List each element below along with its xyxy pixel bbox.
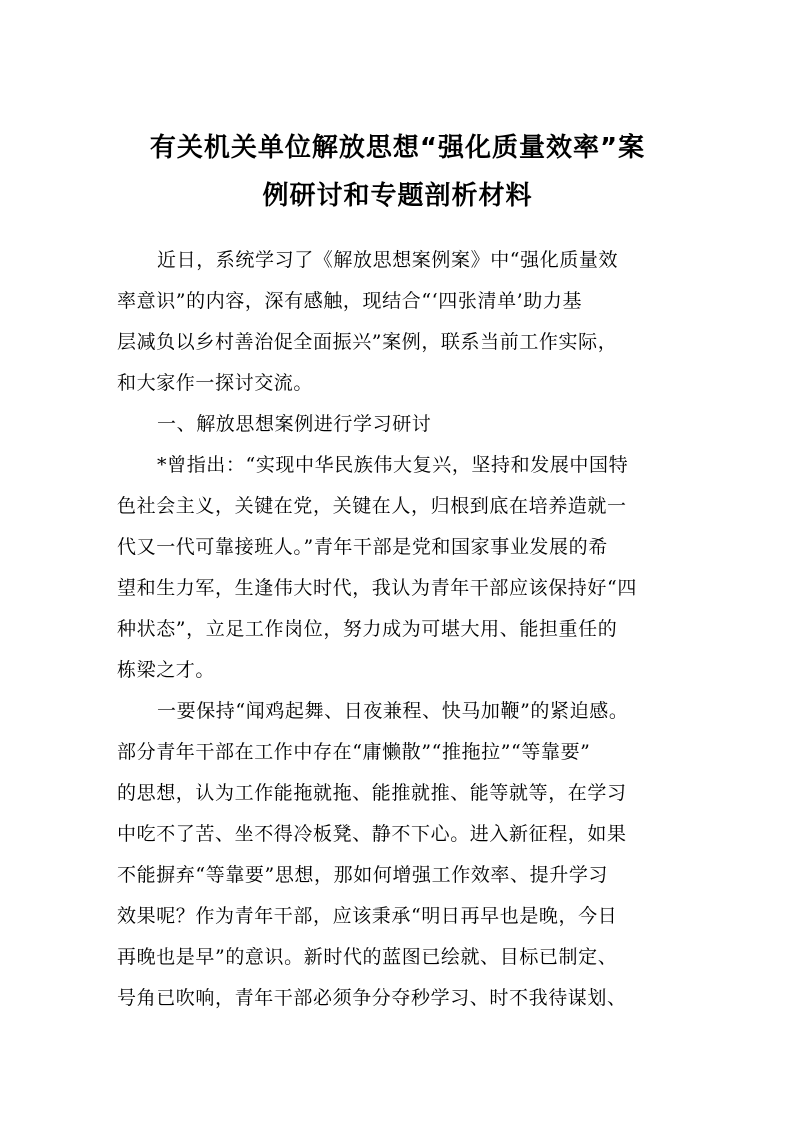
document-body <box>117 240 678 1019</box>
paragraph-3-line: 号角已吹响，青年干部必须争分夺秒学习、时不我待谋划、 <box>117 987 627 1009</box>
paragraph-2-line: *曾指出：“实现中华民族伟大复兴，坚持和发展中国特 <box>157 454 629 476</box>
paragraph-1-line: 近日，系统学习了《解放思想案例案》中“强化质量效 <box>157 249 619 271</box>
paragraph-1-line: 和大家作一探讨交流。 <box>117 372 314 394</box>
paragraph-2-line: 色社会主义，关键在党，关键在人，归根到底在培养造就一 <box>117 495 627 517</box>
paragraph-1-line: 率意识”的内容，深有感触，现结合“‘四张清单’助力基 <box>117 290 583 312</box>
paragraph-2-line: 种状态”，立足工作岗位，努力成为可堪大用、能担重任的 <box>117 618 618 640</box>
paragraph-2-line: 望和生力军，生逢伟大时代，我认为青年干部应该保持好“四 <box>117 577 637 599</box>
paragraph-3-line: 的思想，认为工作能拖就拖、能推就推、能等就等，在学习 <box>117 782 627 804</box>
paragraph-2-line: 栋梁之才。 <box>117 659 216 681</box>
section-heading: 一、解放思想案例进行学习研讨 <box>157 413 432 435</box>
document-title-line-2: 例研讨和专题剖析材料 <box>262 181 533 211</box>
document-title-line-1: 有关机关单位解放思想“强化质量效率”案 <box>149 133 646 163</box>
paragraph-3-line: 中吃不了苦、坐不得冷板凳、静不下心。进入新征程，如果 <box>117 823 627 845</box>
paragraph-3-line: 效果呢？作为青年干部，应该秉承“明日再早也是晚，今日 <box>117 905 618 927</box>
paragraph-3-line: 不能摒弃“等靠要”思想，那如何增强工作效率、提升学习 <box>117 864 609 886</box>
paragraph-1-line: 层减负以乡村善治促全面振兴”案例，联系当前工作实际， <box>117 331 618 353</box>
paragraph-3-line: 一要保持“闻鸡起舞、日夜兼程、快马加鞭”的紧迫感。 <box>157 700 629 722</box>
paragraph-3-line: 再晚也是早”的意识。新时代的蓝图已绘就、目标已制定、 <box>117 946 618 968</box>
paragraph-3-line: 部分青年干部在工作中存在“庸懒散”“推拖拉”“等靠要” <box>117 741 591 763</box>
paragraph-2-line: 代又一代可靠接班人。”青年干部是党和国家事业发展的希 <box>117 536 608 558</box>
